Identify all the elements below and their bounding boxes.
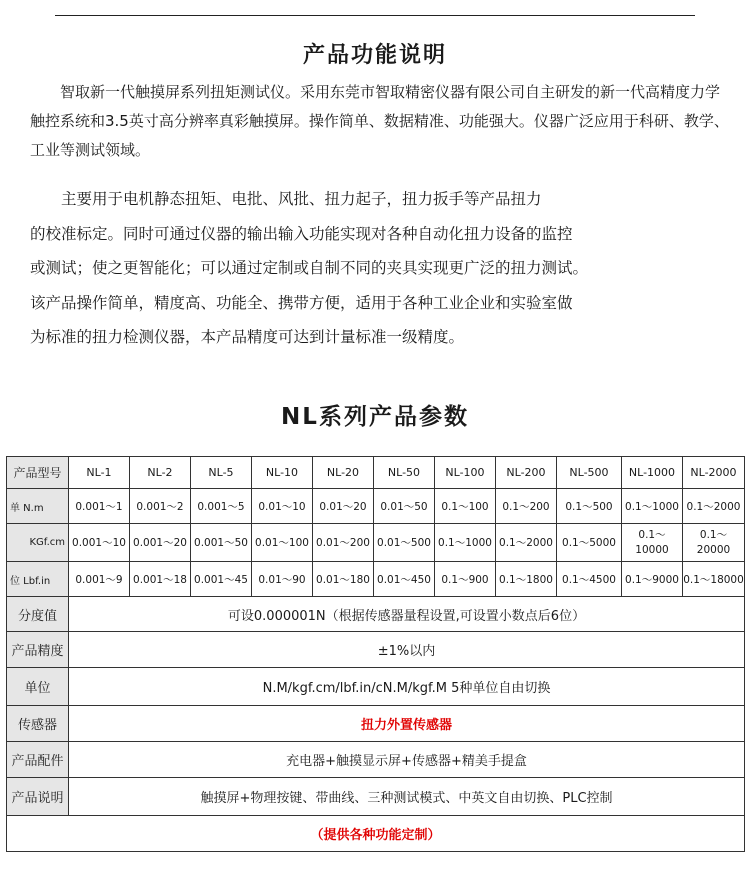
intro-paragraph [30, 78, 730, 165]
row-value: N.M/kgf.cm/lbf.in/cN.M/kgf.M 5种单位自由切换 [69, 668, 745, 706]
row-label: 单位 [7, 668, 69, 706]
usage-line-4: 该产品操作简单，精度高、功能全、携带方便，适用于各种工业企业和实验室做 [30, 293, 573, 312]
range-cell: 0.01～10 [252, 489, 313, 524]
range-cell: 0.01～90 [252, 562, 313, 597]
range-cell: 0.1～200 [496, 489, 557, 524]
model-cell: NL-200 [496, 457, 557, 489]
customization-note: （提供各种功能定制） [7, 816, 745, 852]
usage-line-2: 的校准标定。同时可通过仪器的输出输入功能实现对各种自动化扭力设备的监控 [30, 224, 573, 243]
range-cell: 0.1～18000 [683, 562, 745, 597]
table-row-lbf [7, 562, 745, 597]
section-title-features: 产品功能说明 [302, 43, 447, 68]
top-divider [55, 15, 695, 16]
model-cell: NL-50 [374, 457, 435, 489]
usage-line-5: 为标准的扭力检测仪器，本产品精度可达到计量标准一级精度。 [30, 328, 465, 346]
table-row-models [7, 457, 745, 489]
model-cell: NL-10 [252, 457, 313, 489]
table-row-sensor [7, 706, 745, 742]
table-row-footer [7, 816, 745, 852]
model-cell: NL-1000 [622, 457, 683, 489]
range-cell: 0.01～200 [313, 524, 374, 562]
range-cell: 0.1～900 [435, 562, 496, 597]
range-cell: 0.1～100 [435, 489, 496, 524]
range-cell: 0.001～5 [191, 489, 252, 524]
range-cell: 0.1～1000 [435, 524, 496, 562]
model-cell: NL-2000 [683, 457, 745, 489]
range-cell: 0.01～500 [374, 524, 435, 562]
range-cell: 0.1～ 20000 [683, 524, 745, 562]
row-value: 充电器+触摸显示屏+传感器+精美手提盒 [69, 742, 745, 778]
row-value: ±1%以内 [69, 632, 745, 668]
unit-label-kgf: KGf.cm [7, 524, 69, 562]
table-row-nm [7, 489, 745, 524]
range-cell: 0.001～1 [69, 489, 130, 524]
table-row-accessories [7, 742, 745, 778]
model-header: 产品型号 [7, 457, 69, 489]
range-cell: 0.1～4500 [557, 562, 622, 597]
usage-line-1: 主要用于电机静态扭矩、电批、风批、扭力起子，扭力扳手等产品扭力 [61, 190, 542, 208]
range-cell: 0.01～20 [313, 489, 374, 524]
row-label: 传感器 [7, 706, 69, 742]
range-cell: 0.1～2000 [496, 524, 557, 562]
table-row-units [7, 668, 745, 706]
table-row-description [7, 778, 745, 816]
range-cell: 0.001～10 [69, 524, 130, 562]
range-cell: 0.1～1800 [496, 562, 557, 597]
range-cell: 0.01～100 [252, 524, 313, 562]
range-cell: 0.01～50 [374, 489, 435, 524]
usage-paragraph [30, 182, 730, 355]
model-cell: NL-1 [69, 457, 130, 489]
range-cell: 0.001～2 [130, 489, 191, 524]
table-row-resolution [7, 597, 745, 632]
range-cell: 0.1～500 [557, 489, 622, 524]
range-cell: 0.1～ 10000 [622, 524, 683, 562]
row-value: 扭力外置传感器 [69, 706, 745, 742]
usage-line-3: 或测试；使之更智能化；可以通过定制或自制不同的夹具实现更广泛的扭力测试。 [30, 259, 589, 277]
unit-label-lbf: 位 Lbf.in [7, 562, 69, 597]
range-cell: 0.01～450 [374, 562, 435, 597]
row-value: 可设0.000001N（根据传感器量程设置,可设置小数点后6位） [69, 597, 745, 632]
range-cell: 0.001～45 [191, 562, 252, 597]
table-row-accuracy [7, 632, 745, 668]
unit-label-nm: 单 N.m [7, 489, 69, 524]
table-row-kgf [7, 524, 745, 562]
row-label: 产品精度 [7, 632, 69, 668]
intro-text: 智取新一代触摸屏系列扭矩测试仪。采用东莞市智取精密仪器有限公司自主研发的新一代高精度力学触控系统和3.5英寸高分辨率真彩触摸屏。操作简单、数据精准、功能强大。仪器广泛应用于科研、教学、工业等测试领域。 [30, 83, 729, 159]
row-label: 产品配件 [7, 742, 69, 778]
row-label: 产品说明 [7, 778, 69, 816]
model-cell: NL-2 [130, 457, 191, 489]
row-label: 分度值 [7, 597, 69, 632]
model-cell: NL-20 [313, 457, 374, 489]
range-cell: 0.001～20 [130, 524, 191, 562]
range-cell: 0.01～180 [313, 562, 374, 597]
range-cell: 0.001～9 [69, 562, 130, 597]
range-cell: 0.1～9000 [622, 562, 683, 597]
row-value: 触摸屏+物理按键、带曲线、三种测试模式、中英文自由切换、PLC控制 [69, 778, 745, 816]
range-cell: 0.1～2000 [683, 489, 745, 524]
model-cell: NL-500 [557, 457, 622, 489]
range-cell: 0.1～1000 [622, 489, 683, 524]
spec-table [6, 456, 745, 852]
section-title-specs: NL系列产品参数 [281, 404, 469, 430]
model-cell: NL-5 [191, 457, 252, 489]
model-cell: NL-100 [435, 457, 496, 489]
range-cell: 0.1～5000 [557, 524, 622, 562]
range-cell: 0.001～50 [191, 524, 252, 562]
range-cell: 0.001～18 [130, 562, 191, 597]
